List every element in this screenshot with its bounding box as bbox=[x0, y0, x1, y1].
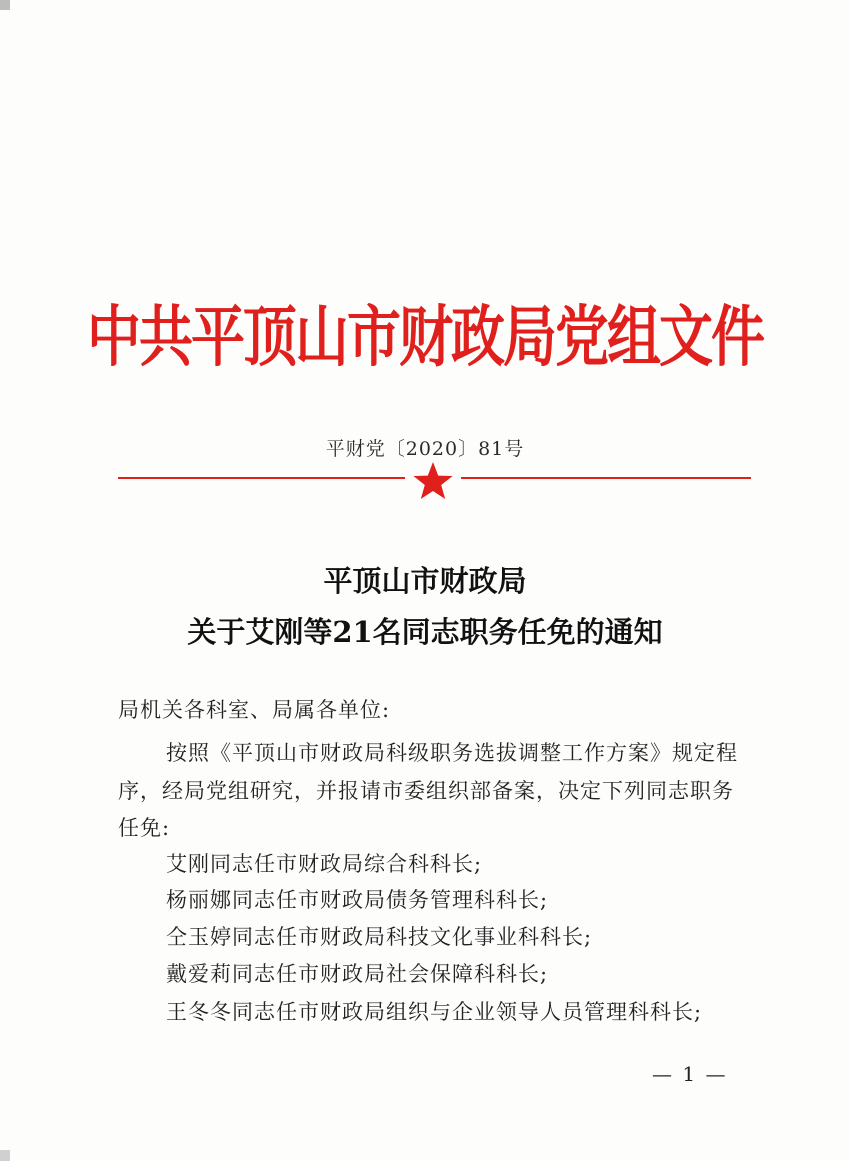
page-number: — 1 — bbox=[652, 1062, 728, 1086]
appointment-item: 王冬冬同志任市财政局组织与企业领导人员管理科科长; bbox=[166, 1000, 703, 1024]
paragraph-line: 任免: bbox=[118, 816, 171, 840]
appointment-item: 戴爱莉同志任市财政局社会保障科科长; bbox=[166, 962, 549, 986]
notice-title-line1: 平顶山市财政局 bbox=[323, 564, 527, 598]
paragraph-line: 按照《平顶山市财政局科级职务选拔调整工作方案》规定程 bbox=[166, 741, 738, 765]
salutation: 局机关各科室、局属各单位: bbox=[118, 698, 391, 722]
red-divider-left bbox=[118, 477, 405, 479]
scan-corner-mark bbox=[0, 0, 10, 10]
appointment-item: 仝玉婷同志任市财政局科技文化事业科科长; bbox=[166, 925, 593, 949]
paragraph-line: 序，经局党组研究，并报请市委组织部备案，决定下列同志职务 bbox=[118, 779, 734, 803]
document-header-title: 中共平顶山市财政局党组文件 bbox=[87, 298, 763, 376]
star-icon bbox=[412, 460, 454, 502]
red-divider-right bbox=[461, 477, 751, 479]
notice-title-line2: 关于艾刚等21名同志职务任免的通知 bbox=[187, 615, 663, 649]
document-number: 平财党〔2020〕81号 bbox=[325, 438, 525, 460]
scan-corner-mark bbox=[0, 1150, 10, 1161]
appointment-item: 艾刚同志任市财政局综合科科长; bbox=[166, 852, 483, 876]
appointment-item: 杨丽娜同志任市财政局债务管理科科长; bbox=[166, 888, 549, 912]
